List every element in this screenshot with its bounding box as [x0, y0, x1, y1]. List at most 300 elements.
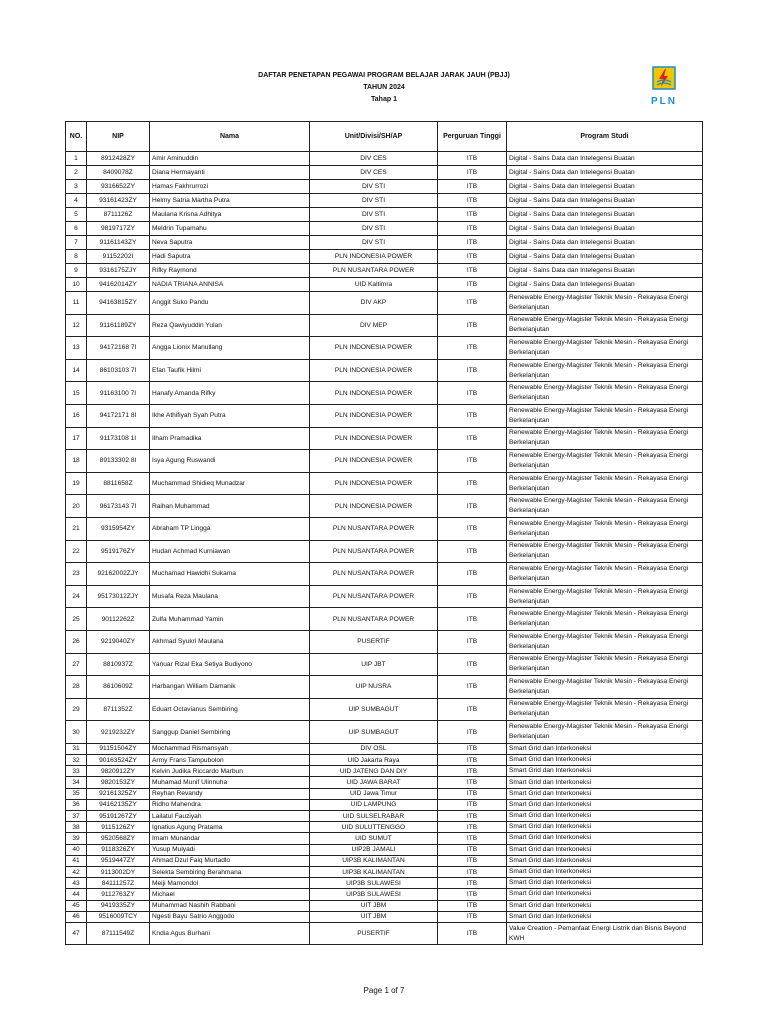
unit-cell: PLN NUSANTARA POWER: [310, 264, 438, 278]
name-cell: Abraham TP Lingga: [150, 517, 310, 540]
nip-cell: 91173108 1I: [87, 427, 150, 450]
row-number: 30: [66, 721, 87, 744]
row-number: 27: [66, 653, 87, 676]
row-number: 2: [66, 166, 87, 180]
unit-cell: UIP3B KALIMANTAN: [310, 855, 438, 866]
row-number: 25: [66, 608, 87, 631]
table-row: [66, 314, 703, 337]
name-cell: Neva Saputra: [150, 236, 310, 250]
row-number: 43: [66, 878, 87, 889]
table-row: [66, 404, 703, 427]
unit-cell: PLN INDONESIA POWER: [310, 427, 438, 450]
name-cell: Ilham Pramadika: [150, 427, 310, 450]
nip-cell: 9516009TCY: [87, 911, 150, 922]
nip-cell: 8711126Z: [87, 208, 150, 222]
table-row: [66, 337, 703, 360]
name-cell: Selekta Sembiring Berahmana: [150, 866, 310, 877]
table-body: [66, 152, 703, 945]
row-number: 26: [66, 630, 87, 653]
nip-cell: 91161143ZY: [87, 236, 150, 250]
row-number: 38: [66, 822, 87, 833]
table-row: [66, 359, 703, 382]
row-number: 41: [66, 855, 87, 866]
nip-cell: 9820912ZY: [87, 766, 150, 777]
table-row: [66, 180, 703, 194]
program-cell: Renewable Energy-Magister Teknik Mesin - Rekayasa Energi Berkelanjutan: [507, 698, 703, 721]
unit-cell: PLN NUSANTARA POWER: [310, 517, 438, 540]
name-cell: Ahmad Dzul Faiq Murtadlo: [150, 855, 310, 866]
nip-cell: 9316175ZJY: [87, 264, 150, 278]
row-number: 11: [66, 292, 87, 315]
university-cell: ITB: [438, 811, 507, 822]
unit-cell: PLN INDONESIA POWER: [310, 382, 438, 405]
row-number: 34: [66, 777, 87, 788]
table-row: [66, 878, 703, 889]
program-cell: Smart Grid dan Interkoneksi: [507, 900, 703, 911]
program-cell: Digital - Sains Data dan Intelegensi Buatan: [507, 264, 703, 278]
nip-cell: 94172171 8I: [87, 404, 150, 427]
nip-cell: 9112763ZY: [87, 889, 150, 900]
table-row: [66, 152, 703, 166]
unit-cell: UID SULUTTENGGO: [310, 822, 438, 833]
name-cell: Zulfa Muhammad Yamin: [150, 608, 310, 631]
program-cell: Renewable Energy-Magister Teknik Mesin - Rekayasa Energi Berkelanjutan: [507, 495, 703, 518]
program-cell: Smart Grid dan Interkoneksi: [507, 878, 703, 889]
program-cell: Renewable Energy-Magister Teknik Mesin - Rekayasa Energi Berkelanjutan: [507, 517, 703, 540]
unit-cell: DIV OSL: [310, 743, 438, 754]
row-number: 35: [66, 788, 87, 799]
university-cell: ITB: [438, 653, 507, 676]
university-cell: ITB: [438, 404, 507, 427]
table-row: [66, 540, 703, 563]
table-row: [66, 777, 703, 788]
university-cell: ITB: [438, 766, 507, 777]
program-cell: Digital - Sains Data dan Intelegensi Buatan: [507, 278, 703, 292]
unit-cell: PLN NUSANTARA POWER: [310, 563, 438, 586]
nip-cell: 9419335ZY: [87, 900, 150, 911]
university-cell: ITB: [438, 788, 507, 799]
university-cell: ITB: [438, 777, 507, 788]
unit-cell: UIP SUMBAGUT: [310, 698, 438, 721]
row-number: 19: [66, 472, 87, 495]
program-cell: Smart Grid dan Interkoneksi: [507, 788, 703, 799]
nip-cell: 9219232ZY: [87, 721, 150, 744]
table-row: [66, 911, 703, 922]
university-cell: ITB: [438, 427, 507, 450]
university-cell: ITB: [438, 236, 507, 250]
nip-cell: 8610609Z: [87, 676, 150, 699]
name-cell: Lailatul Fauziyah: [150, 811, 310, 822]
nip-cell: 8912428ZY: [87, 152, 150, 166]
table-row: [66, 922, 703, 945]
row-number: 6: [66, 222, 87, 236]
column-header: Program Studi: [507, 122, 703, 152]
program-cell: Smart Grid dan Interkoneksi: [507, 777, 703, 788]
nip-cell: 91163100 7I: [87, 382, 150, 405]
name-cell: Eduart Octavianus Sembiring: [150, 698, 310, 721]
university-cell: ITB: [438, 540, 507, 563]
table-row: [66, 743, 703, 754]
university-cell: ITB: [438, 799, 507, 810]
row-number: 18: [66, 450, 87, 473]
row-number: 46: [66, 911, 87, 922]
row-number: 39: [66, 833, 87, 844]
program-cell: Renewable Energy-Magister Teknik Mesin - Rekayasa Energi Berkelanjutan: [507, 337, 703, 360]
unit-cell: UID LAMPUNG: [310, 799, 438, 810]
table-row: [66, 166, 703, 180]
row-number: 16: [66, 404, 87, 427]
name-cell: Helmy Satria Martha Putra: [150, 194, 310, 208]
column-header: Perguruan Tinggi: [438, 122, 507, 152]
table-row: [66, 382, 703, 405]
row-number: 20: [66, 495, 87, 518]
university-cell: ITB: [438, 721, 507, 744]
name-cell: Musafa Reza Maulana: [150, 585, 310, 608]
row-number: 29: [66, 698, 87, 721]
row-number: 42: [66, 866, 87, 877]
table-row: [66, 889, 703, 900]
unit-cell: PLN INDONESIA POWER: [310, 337, 438, 360]
nip-cell: 94162135ZY: [87, 799, 150, 810]
name-cell: Raihan Muhammad: [150, 495, 310, 518]
program-cell: Smart Grid dan Interkoneksi: [507, 799, 703, 810]
name-cell: Isya Agung Ruswandi: [150, 450, 310, 473]
program-cell: Smart Grid dan Interkoneksi: [507, 822, 703, 833]
page-number: Page 1 of 7: [363, 986, 405, 995]
nip-cell: 96173143 7I: [87, 495, 150, 518]
program-cell: Renewable Energy-Magister Teknik Mesin - Rekayasa Energi Berkelanjutan: [507, 585, 703, 608]
name-cell: Harbangan William Damanik: [150, 676, 310, 699]
name-cell: Angga Lionix Manullang: [150, 337, 310, 360]
program-cell: Digital - Sains Data dan Intelegensi Buatan: [507, 236, 703, 250]
program-cell: Smart Grid dan Interkoneksi: [507, 755, 703, 766]
row-number: 17: [66, 427, 87, 450]
name-cell: Reyhan Revandy: [150, 788, 310, 799]
unit-cell: DIV CES: [310, 152, 438, 166]
unit-cell: UID JAWA BARAT: [310, 777, 438, 788]
university-cell: ITB: [438, 889, 507, 900]
row-number: 7: [66, 236, 87, 250]
table-row: [66, 811, 703, 822]
university-cell: ITB: [438, 833, 507, 844]
row-number: 47: [66, 922, 87, 945]
unit-cell: DIV STI: [310, 180, 438, 194]
row-number: 5: [66, 208, 87, 222]
row-number: 23: [66, 563, 87, 586]
unit-cell: UID Jawa Timur: [310, 788, 438, 799]
employee-table: [65, 121, 703, 945]
university-cell: ITB: [438, 359, 507, 382]
unit-cell: PLN INDONESIA POWER: [310, 495, 438, 518]
name-cell: Army Frans Tampubolon: [150, 755, 310, 766]
name-cell: Efan Taufik Hilmi: [150, 359, 310, 382]
row-number: 31: [66, 743, 87, 754]
name-cell: Meiji Mamondol: [150, 878, 310, 889]
nip-cell: 95173012ZJY: [87, 585, 150, 608]
program-cell: Renewable Energy-Magister Teknik Mesin - Rekayasa Energi Berkelanjutan: [507, 314, 703, 337]
table-row: [66, 630, 703, 653]
unit-cell: PUSERTIF: [310, 922, 438, 945]
nip-cell: 92162002ZJY: [87, 563, 150, 586]
name-cell: Ignatius Agung Pratama: [150, 822, 310, 833]
unit-cell: UIT JBM: [310, 911, 438, 922]
university-cell: ITB: [438, 676, 507, 699]
row-number: 4: [66, 194, 87, 208]
name-cell: Muhamad Munif Ulinnuha: [150, 777, 310, 788]
nip-cell: 89133302 8I: [87, 450, 150, 473]
nip-cell: 86103103 7I: [87, 359, 150, 382]
nip-cell: 9316652ZY: [87, 180, 150, 194]
unit-cell: UIT JBM: [310, 900, 438, 911]
table-row: [66, 517, 703, 540]
program-cell: Renewable Energy-Magister Teknik Mesin - Rekayasa Energi Berkelanjutan: [507, 404, 703, 427]
unit-cell: PUSERTIF: [310, 630, 438, 653]
unit-cell: PLN INDONESIA POWER: [310, 404, 438, 427]
university-cell: ITB: [438, 166, 507, 180]
row-number: 40: [66, 844, 87, 855]
table-row: [66, 755, 703, 766]
name-cell: Amir Aminuddin: [150, 152, 310, 166]
university-cell: ITB: [438, 900, 507, 911]
nip-cell: 87111549Z: [87, 922, 150, 945]
table-row: [66, 250, 703, 264]
unit-cell: DIV STI: [310, 236, 438, 250]
program-cell: Renewable Energy-Magister Teknik Mesin - Rekayasa Energi Berkelanjutan: [507, 292, 703, 315]
program-cell: Smart Grid dan Interkoneksi: [507, 743, 703, 754]
table-row: [66, 608, 703, 631]
university-cell: ITB: [438, 264, 507, 278]
university-cell: ITB: [438, 878, 507, 889]
table-row: [66, 292, 703, 315]
table-row: [66, 799, 703, 810]
column-header: Unit/Divisi/SH/AP: [310, 122, 438, 152]
university-cell: ITB: [438, 194, 507, 208]
unit-cell: UID SULSELRABAR: [310, 811, 438, 822]
logo-text: PLN: [651, 96, 677, 107]
nip-cell: 91152202I: [87, 250, 150, 264]
unit-cell: UIP3B SULAWESI: [310, 878, 438, 889]
university-cell: ITB: [438, 208, 507, 222]
nip-cell: 9819717ZY: [87, 222, 150, 236]
nip-cell: 94162014ZY: [87, 278, 150, 292]
nip-cell: 9219040ZY: [87, 630, 150, 653]
unit-cell: UIP3B SULAWESI: [310, 889, 438, 900]
table-row: [66, 585, 703, 608]
row-number: 3: [66, 180, 87, 194]
unit-cell: PLN NUSANTARA POWER: [310, 608, 438, 631]
name-cell: Yanuar Rizal Eka Setiya Budiyono: [150, 653, 310, 676]
unit-cell: UID JATENG DAN DIY: [310, 766, 438, 777]
program-cell: Renewable Energy-Magister Teknik Mesin - Rekayasa Energi Berkelanjutan: [507, 563, 703, 586]
nip-cell: 90163524ZY: [87, 755, 150, 766]
unit-cell: UIP3B KALIMANTAN: [310, 866, 438, 877]
name-cell: Ngesti Bayu Satrio Anggodo: [150, 911, 310, 922]
program-cell: Renewable Energy-Magister Teknik Mesin - Rekayasa Energi Berkelanjutan: [507, 630, 703, 653]
program-cell: Digital - Sains Data dan Intelegensi Buatan: [507, 194, 703, 208]
row-number: 44: [66, 889, 87, 900]
university-cell: ITB: [438, 450, 507, 473]
unit-cell: UIP SUMBAGUT: [310, 721, 438, 744]
university-cell: ITB: [438, 314, 507, 337]
table-row: [66, 236, 703, 250]
university-cell: ITB: [438, 337, 507, 360]
row-number: 21: [66, 517, 87, 540]
column-header: NO.: [66, 122, 87, 152]
name-cell: Muchammad Shidieq Munadzar: [150, 472, 310, 495]
nip-cell: 91161189ZY: [87, 314, 150, 337]
unit-cell: PLN INDONESIA POWER: [310, 359, 438, 382]
table-row: [66, 788, 703, 799]
unit-cell: UIP2B JAMALI: [310, 844, 438, 855]
nip-cell: 8409078Z: [87, 166, 150, 180]
unit-cell: DIV MEP: [310, 314, 438, 337]
program-cell: Digital - Sains Data dan Intelegensi Buatan: [507, 180, 703, 194]
name-cell: Hanafy Amanda Rifky: [150, 382, 310, 405]
name-cell: Muchamad Hawidhi Sukama: [150, 563, 310, 586]
name-cell: Reza Qawiyuddin Yulan: [150, 314, 310, 337]
nip-cell: 93161423ZY: [87, 194, 150, 208]
program-cell: Digital - Sains Data dan Intelegensi Buatan: [507, 152, 703, 166]
university-cell: ITB: [438, 743, 507, 754]
unit-cell: PLN INDONESIA POWER: [310, 472, 438, 495]
university-cell: ITB: [438, 630, 507, 653]
nip-cell: 90112262Z: [87, 608, 150, 631]
unit-cell: DIV STI: [310, 222, 438, 236]
row-number: 15: [66, 382, 87, 405]
nip-cell: 8810937Z: [87, 653, 150, 676]
table-header-row: [66, 122, 703, 152]
university-cell: ITB: [438, 495, 507, 518]
unit-cell: PLN INDONESIA POWER: [310, 250, 438, 264]
program-cell: Renewable Energy-Magister Teknik Mesin - Rekayasa Energi Berkelanjutan: [507, 427, 703, 450]
program-cell: Renewable Energy-Magister Teknik Mesin - Rekayasa Energi Berkelanjutan: [507, 653, 703, 676]
row-number: 10: [66, 278, 87, 292]
column-header: Nama: [150, 122, 310, 152]
nip-cell: 84111257Z: [87, 878, 150, 889]
table-row: [66, 278, 703, 292]
unit-cell: UID Jakarta Raya: [310, 755, 438, 766]
name-cell: Sanggup Daniel Sembiring: [150, 721, 310, 744]
row-number: 22: [66, 540, 87, 563]
name-cell: Ridho Mahendra: [150, 799, 310, 810]
program-cell: Renewable Energy-Magister Teknik Mesin - Rekayasa Energi Berkelanjutan: [507, 676, 703, 699]
program-cell: Smart Grid dan Interkoneksi: [507, 911, 703, 922]
name-cell: Kelvin Judika Riccardo Marbun: [150, 766, 310, 777]
table-row: [66, 866, 703, 877]
name-cell: NADIA TRIANA ANNISA: [150, 278, 310, 292]
unit-cell: UIP NUSRA: [310, 676, 438, 699]
row-number: 45: [66, 900, 87, 911]
nip-cell: 92161325ZY: [87, 788, 150, 799]
university-cell: ITB: [438, 250, 507, 264]
program-cell: Renewable Energy-Magister Teknik Mesin - Rekayasa Energi Berkelanjutan: [507, 721, 703, 744]
university-cell: ITB: [438, 278, 507, 292]
name-cell: Yusup Mulyadi: [150, 844, 310, 855]
name-cell: Diana Hermayanti: [150, 166, 310, 180]
university-cell: ITB: [438, 698, 507, 721]
nip-cell: 9118326ZY: [87, 844, 150, 855]
name-cell: Rifky Raymond: [150, 264, 310, 278]
unit-cell: DIV CES: [310, 166, 438, 180]
table-row: [66, 427, 703, 450]
table-row: [66, 264, 703, 278]
unit-cell: DIV STI: [310, 208, 438, 222]
nip-cell: 94172168 7I: [87, 337, 150, 360]
program-cell: Smart Grid dan Interkoneksi: [507, 766, 703, 777]
unit-cell: PLN NUSANTARA POWER: [310, 585, 438, 608]
program-cell: Renewable Energy-Magister Teknik Mesin - Rekayasa Energi Berkelanjutan: [507, 472, 703, 495]
name-cell: Maulana Krisna Adhitya: [150, 208, 310, 222]
nip-cell: 91151504ZY: [87, 743, 150, 754]
table-row: [66, 844, 703, 855]
table-row: [66, 833, 703, 844]
program-cell: Smart Grid dan Interkoneksi: [507, 811, 703, 822]
university-cell: ITB: [438, 472, 507, 495]
program-cell: Smart Grid dan Interkoneksi: [507, 866, 703, 877]
university-cell: ITB: [438, 292, 507, 315]
table-row: [66, 822, 703, 833]
program-cell: Digital - Sains Data dan Intelegensi Buatan: [507, 166, 703, 180]
university-cell: ITB: [438, 152, 507, 166]
row-number: 28: [66, 676, 87, 699]
university-cell: ITB: [438, 911, 507, 922]
row-number: 24: [66, 585, 87, 608]
row-number: 32: [66, 755, 87, 766]
program-cell: Smart Grid dan Interkoneksi: [507, 833, 703, 844]
table-row: [66, 495, 703, 518]
name-cell: Ikhe Athifiyah Syah Putra: [150, 404, 310, 427]
table-row: [66, 766, 703, 777]
nip-cell: 9315954ZY: [87, 517, 150, 540]
table-row: [66, 563, 703, 586]
university-cell: ITB: [438, 222, 507, 236]
row-number: 37: [66, 811, 87, 822]
university-cell: ITB: [438, 180, 507, 194]
table-row: [66, 450, 703, 473]
university-cell: ITB: [438, 563, 507, 586]
unit-cell: UIP JBT: [310, 653, 438, 676]
nip-cell: 94163815ZY: [87, 292, 150, 315]
program-cell: Renewable Energy-Magister Teknik Mesin - Rekayasa Energi Berkelanjutan: [507, 540, 703, 563]
name-cell: Akhmad Syukri Maulana: [150, 630, 310, 653]
name-cell: Hadi Saputra: [150, 250, 310, 264]
program-cell: Value Creation - Pemanfaat Energi Listrik dan Bisnis Beyond KWH: [507, 922, 703, 945]
table-row: [66, 676, 703, 699]
university-cell: ITB: [438, 755, 507, 766]
name-cell: Anggit Suko Pandu: [150, 292, 310, 315]
program-cell: Smart Grid dan Interkoneksi: [507, 844, 703, 855]
unit-cell: PLN NUSANTARA POWER: [310, 540, 438, 563]
row-number: 9: [66, 264, 87, 278]
university-cell: ITB: [438, 382, 507, 405]
pln-logo: [644, 66, 684, 106]
program-cell: Renewable Energy-Magister Teknik Mesin - Rekayasa Energi Berkelanjutan: [507, 450, 703, 473]
row-number: 36: [66, 799, 87, 810]
nip-cell: 8711352Z: [87, 698, 150, 721]
row-number: 13: [66, 337, 87, 360]
unit-cell: DIV STI: [310, 194, 438, 208]
unit-cell: PLN INDONESIA POWER: [310, 450, 438, 473]
program-cell: Digital - Sains Data dan Intelegensi Buatan: [507, 250, 703, 264]
table-row: [66, 721, 703, 744]
university-cell: ITB: [438, 855, 507, 866]
nip-cell: 9520568ZY: [87, 833, 150, 844]
program-cell: Digital - Sains Data dan Intelegensi Buatan: [507, 222, 703, 236]
name-cell: Michael: [150, 889, 310, 900]
name-cell: Imam Munandar: [150, 833, 310, 844]
unit-cell: UID SUMUT: [310, 833, 438, 844]
header-stage: Tahap 1: [371, 96, 397, 103]
